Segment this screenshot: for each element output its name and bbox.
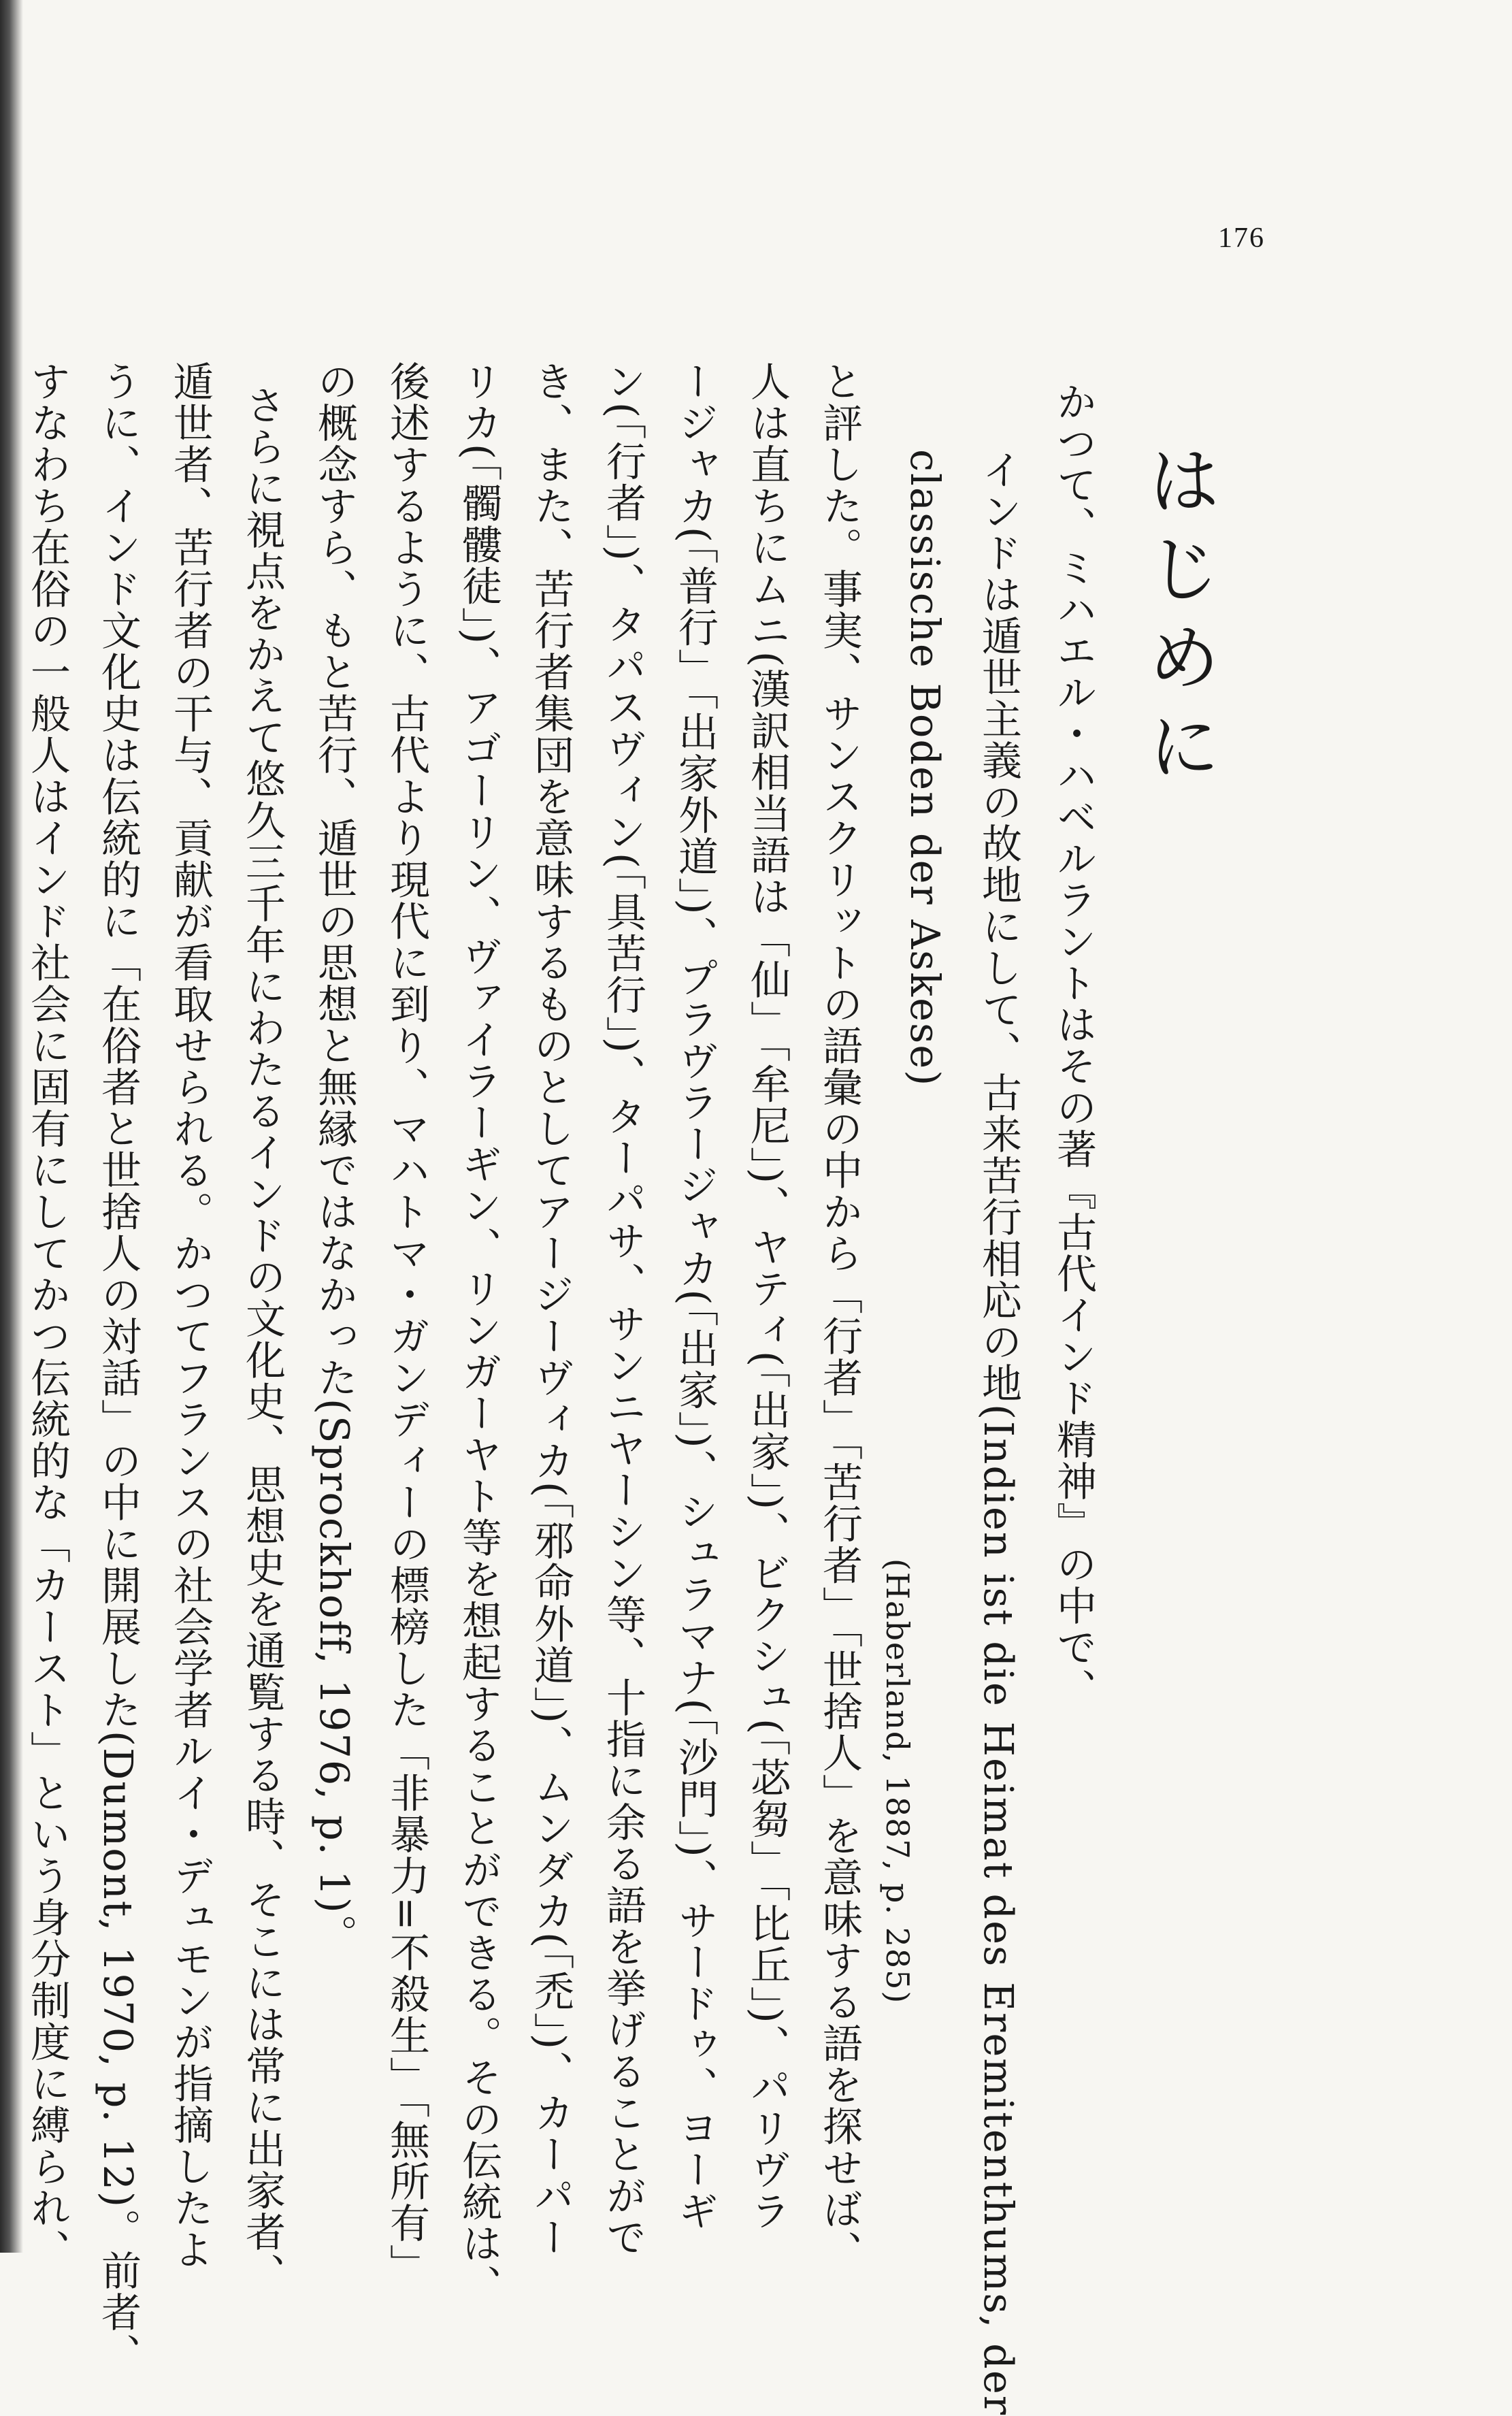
text-column-8: き、また、苦行者集団を意味するものとしてアージーヴィカ(「邪命外道」)、ムンダカ(「禿」)、カーパー <box>527 361 574 2259</box>
text-column-9: リカ(「髑髏徒」)、アゴーリン、ヴァイラーギン、リンガーヤト等を想起することができる。その伝統は、 <box>455 361 502 2306</box>
text-column-15: すなわち在俗の一般人はインド社会に固有にしてかつ伝統的な「カースト」という身分制度に縛られ、 <box>24 361 71 2270</box>
page-number: 176 <box>1218 223 1265 254</box>
text-column-14: うに、インド文化史は伝統的に「在俗者と世捨人の対話」の中に開展した(Dumont, 1970, p. 12)。前者、 <box>95 361 142 2375</box>
text-column-11: の概念すら、もと苦行、遁世の思想と無縁ではなかった(Sprockhoff, 1976, p. 1)。 <box>311 361 358 1956</box>
text-column-4: と評した。事実、サンスクリットの語彙の中から「行者」「苦行者」「世捨人」を意味する語を探せば、 <box>816 361 863 2272</box>
text-column-12: さらに視点をかえて悠久三千年にわたるインドの文化史、思想史を通覧する時、そこには常に出家者、 <box>239 385 286 2294</box>
text-column-10: 後述するように、古代より現代に到り、マハトマ・ガンディーの標榜した「非暴力=不殺生」「無所有」 <box>383 361 430 2285</box>
text-column-2: インドは遁世主義の故地にして、古来苦行相応の地(Indien ist die Heimat des Eremitenthums, der <box>975 449 1022 2416</box>
text-column-6: ージャカ(「普行」「出家外道」)、プラヴラージャカ(「出家」)、シュラマナ(「沙門」)、サードゥ、ヨーギ <box>672 361 719 2232</box>
text-column-13: 遁世者、苦行者の干与、貢献が看取せられる。かつてフランスの社会学者ルイ・デュモンが指摘したよ <box>167 361 214 2270</box>
citation-haberland: (Haberland, 1887, p. 285) <box>879 1558 916 2005</box>
text-column-3: classische Boden der Askese) <box>902 449 949 1088</box>
text-column-1: かつて、ミハエル・ハベルラントはその著『古代インド精神』の中で、 <box>1050 381 1097 1710</box>
binding-shadow <box>0 0 23 2253</box>
text-column-7: ン(「行者」)、タパスヴィン(「具苦行」)、ターパサ、サンニヤーシン等、十指に余る語を挙げることがで <box>599 361 646 2259</box>
chapter-heading: はじめに <box>1135 442 1220 796</box>
text-column-5: 人は直ちにムニ(漢訳相当語は「仙」「牟尼」)、ヤティ(「出家」)、ビクシュ(「苾芻」「比丘」)、パリヴラ <box>744 361 791 2232</box>
